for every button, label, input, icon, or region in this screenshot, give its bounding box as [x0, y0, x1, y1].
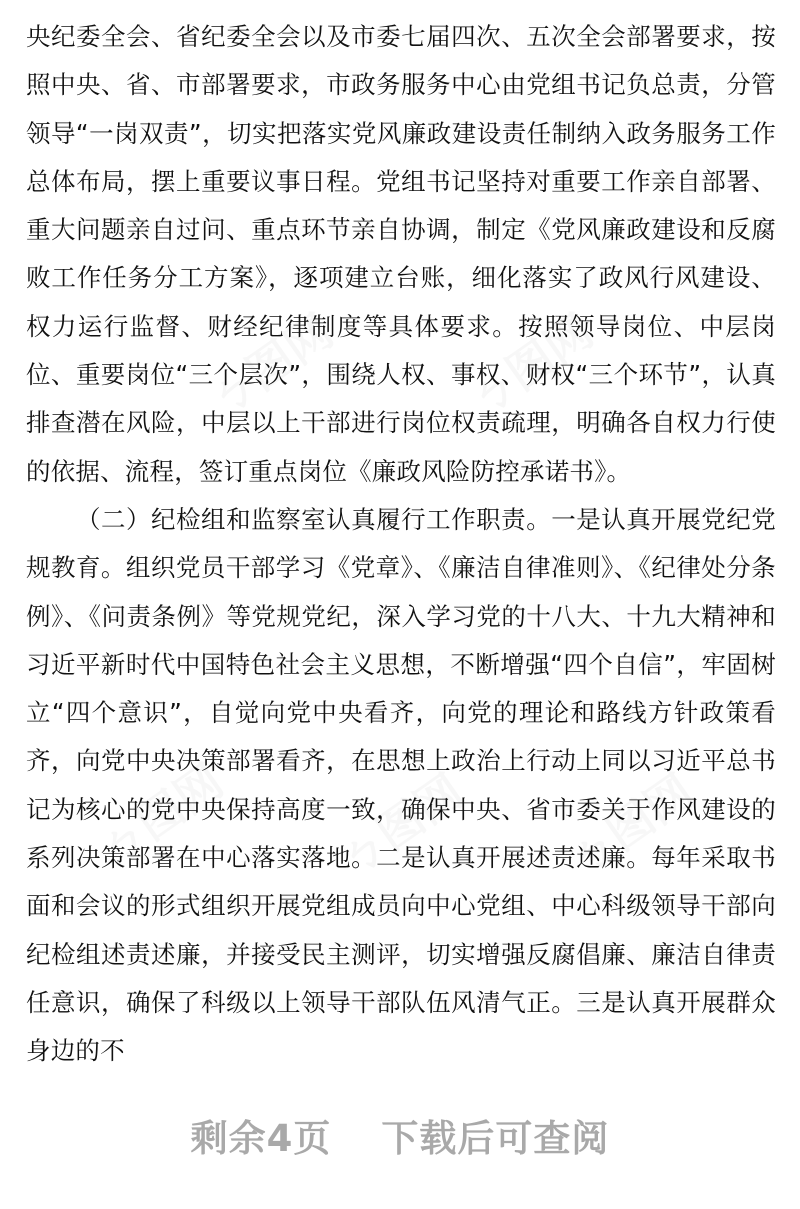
watermark: ㄅ图网 — [558, 763, 703, 888]
document-body — [26, 13, 776, 1076]
download-prompt-banner[interactable] — [0, 1108, 800, 1162]
paragraph-2: （二）纪检组和监察室认真履行工作职责。一是认真开展党纪党规教育。组织党员干部学习《党章》、《廉洁自律准则》、《纪律处分条例》、《问责条例》等党规党纪，深入学习党的十八大、十九大精神和习近平新时代中国特色社会主义思想，不断增强“四个自信”，牢固树立“四个意识”，自觉向党中央看齐，向党的理论和路线方针政策看齐，向党中央决策部署看齐，在思想上政治上行动上同以习近平总书记为核心的党中央保持高度一致，确保中央、省市委关于作风建设的系列决策部署在中心落实落地。二是认真开展述责述廉。每年采取书面和会议的形式组织开展党组成员向中心党组、中心科级领导干部向纪检组述责述廉，并接受民主测评，切实增强反腐倡廉、廉洁自律责任意识，确保了科级以上领导干部队伍风清气正。三是认真开展群众身边的不 — [26, 504, 776, 1066]
download-to-view-label: 下载后可查阅 — [381, 1117, 610, 1160]
watermark: ㄅ图网 — [328, 763, 473, 888]
remaining-pages-label: 剩余4页 — [190, 1117, 332, 1160]
watermark: ㄅ图网 — [198, 303, 343, 428]
paragraph-1: 央纪委全会、省纪委全会以及市委七届四次、五次全会部署要求，按照中央、省、市部署要求，市政务服务中心由党组书记负总责，分管领导“一岗双责”，切实把落实党风廉政建设责任制纳入政务服务工作总体布局，摆上重要议事日程。党组书记坚持对重要工作亲自部署、重大问题亲自过问、重点环节亲自协调，制定《党风廉政建设和反腐败工作任务分工方案》，逐项建立台账，细化落实了政风行风建设、权力运行监督、财经纪律制度等具体要求。按照领导岗位、中层岗位、重要岗位“三个层次”，围绕人权、事权、财权“三个环节”，认真排查潜在风险，中层以上干部进行岗位权责疏理，明确各自权力行使的依据、流程，签订重点岗位《廉政风险防控承诺书》。 — [26, 22, 776, 486]
watermark: ㄅ图网 — [458, 303, 603, 428]
watermark: ㄅ图网 — [88, 753, 233, 878]
